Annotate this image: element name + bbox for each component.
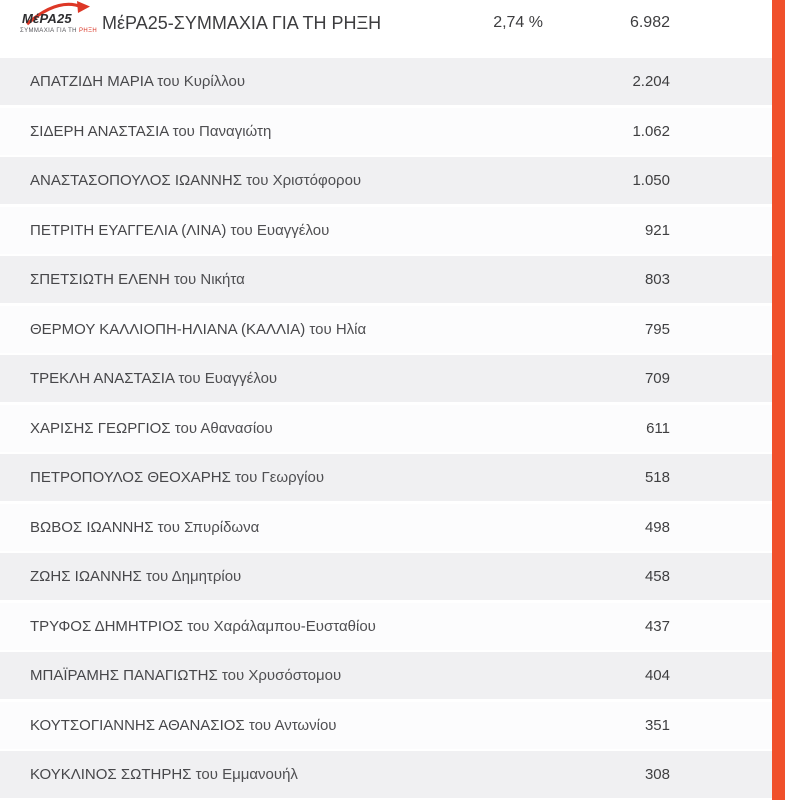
candidate-patronymic: του Παναγιώτη [172, 122, 272, 140]
candidate-fullname [30, 172, 361, 189]
candidate-fullname [30, 667, 341, 684]
candidate-votes: 921 [644, 221, 670, 239]
candidate-votes: 2.204 [632, 73, 670, 90]
candidate-name: ΒΩΒΟΣ ΙΩΑΝΝΗΣ [30, 518, 154, 536]
candidate-fullname [30, 321, 366, 338]
candidate-row [0, 58, 772, 105]
candidate-votes: 709 [644, 370, 670, 387]
candidate-patronymic: του Νικήτα [173, 271, 245, 288]
candidate-patronymic: του Χριστόφορου [246, 172, 362, 189]
candidate-votes: 404 [644, 667, 670, 684]
candidate-fullname [30, 469, 324, 486]
party-name: ΜέΡΑ25-ΣΥΜΜΑΧΙΑ ΓΙΑ ΤΗ ΡΗΞΗ [102, 12, 382, 33]
candidate-fullname [30, 568, 241, 585]
party-votes: 6.982 [629, 14, 670, 31]
candidate-patronymic: του Χρυσόστομου [221, 667, 342, 684]
candidate-name: ΠΕΤΡΙΤΗ ΕΥΑΓΓΕΛΙΑ (ΛΙΝΑ) [30, 221, 227, 239]
candidate-name: ΑΝΑΣΤΑΣΟΠΟΥΛΟΣ ΙΩΑΝΝΗΣ [30, 172, 242, 189]
candidate-name: ΖΩΗΣ ΙΩΑΝΝΗΣ [30, 568, 142, 585]
candidate-row [0, 355, 772, 402]
candidate-name: ΣΠΕΤΣΙΩΤΗ ΕΛΕΝΗ [30, 271, 170, 288]
party-percentage: 2,74 % [493, 14, 543, 31]
candidate-patronymic: του Δημητρίου [145, 568, 242, 585]
candidate-fullname [30, 766, 298, 783]
candidate-votes: 498 [644, 518, 670, 536]
candidate-patronymic: του Αντωνίου [248, 716, 337, 734]
candidate-name: ΚΟΥΚΛΙΝΟΣ ΣΩΤΗΡΗΣ [30, 766, 192, 783]
candidate-row [0, 207, 772, 254]
candidate-patronymic: του Χαράλαμπου-Ευσταθίου [187, 617, 376, 635]
candidate-fullname [30, 222, 329, 239]
candidate-votes: 1.050 [632, 172, 670, 189]
candidate-votes: 795 [644, 320, 670, 338]
candidate-name: ΣΙΔΕΡΗ ΑΝΑΣΤΑΣΙΑ [30, 122, 169, 140]
candidate-name: ΤΡΕΚΛΗ ΑΝΑΣΤΑΣΙΑ [30, 370, 175, 387]
candidate-fullname [30, 717, 337, 734]
candidate-row [0, 751, 772, 798]
logo-tagline [20, 28, 97, 34]
candidate-name: ΚΟΥΤΣΟΓΙΑΝΝΗΣ ΑΘΑΝΑΣΙΟΣ [30, 716, 245, 734]
candidate-patronymic: του Σπυρίδωνα [157, 518, 260, 536]
candidate-row [0, 108, 772, 155]
logo-tagline-main: ΣΥΜΜΑΧΙΑ ΓΙΑ ΤΗ [20, 28, 77, 34]
candidate-row [0, 306, 772, 353]
candidate-patronymic: του Γεωργίου [235, 469, 325, 486]
candidate-row [0, 454, 772, 501]
logo-brand-text: ΜέΡΑ25 [22, 11, 72, 26]
candidate-name: ΤΡΥΦΟΣ ΔΗΜΗΤΡΙΟΣ [30, 617, 184, 635]
candidate-patronymic: του Ευαγγέλου [178, 370, 278, 387]
candidate-fullname [30, 271, 245, 288]
candidate-row [0, 405, 772, 452]
candidate-votes: 308 [644, 766, 670, 783]
candidate-votes: 1.062 [632, 122, 670, 140]
candidate-row [0, 652, 772, 699]
candidate-row [0, 504, 772, 551]
party-logo [18, 2, 100, 44]
candidate-row [0, 702, 772, 749]
candidate-patronymic: του Εμμανουήλ [195, 766, 298, 783]
candidate-row [0, 256, 772, 303]
candidate-fullname [30, 73, 245, 90]
logo-tagline-accent: ΡΗΞΗ [79, 28, 98, 34]
candidate-votes: 518 [644, 469, 670, 486]
candidate-list [0, 58, 785, 798]
scrollbar-thumb[interactable] [772, 0, 785, 800]
candidate-votes: 437 [644, 617, 670, 635]
candidate-row [0, 603, 772, 650]
candidate-name: ΘΕΡΜΟΥ ΚΑΛΛΙΟΠΗ-ΗΛΙΑΝΑ (ΚΑΛΛΙΑ) [30, 320, 306, 338]
candidate-name: ΜΠΑΪΡΑΜΗΣ ΠΑΝΑΓΙΩΤΗΣ [30, 667, 218, 684]
candidate-row [0, 157, 772, 204]
candidate-votes: 458 [644, 568, 670, 585]
candidate-name: ΠΕΤΡΟΠΟΥΛΟΣ ΘΕΟΧΑΡΗΣ [30, 469, 231, 486]
candidate-votes: 611 [646, 419, 670, 437]
candidate-patronymic: του Αθανασίου [174, 419, 273, 437]
candidate-votes: 803 [644, 271, 670, 288]
candidate-fullname [30, 618, 376, 635]
candidate-name: ΑΠΑΤΖΙΔΗ ΜΑΡΙΑ [30, 73, 154, 90]
candidate-row [0, 553, 772, 600]
candidate-votes: 351 [644, 716, 670, 734]
candidate-fullname [30, 370, 277, 387]
candidate-fullname [30, 123, 271, 140]
candidate-name: ΧΑΡΙΣΗΣ ΓΕΩΡΓΙΟΣ [30, 419, 171, 437]
candidate-patronymic: του Ηλία [309, 320, 367, 338]
candidate-patronymic: του Κυρίλλου [157, 73, 246, 90]
candidate-fullname [30, 420, 273, 437]
party-row[interactable] [0, 0, 785, 46]
candidate-fullname [30, 519, 259, 536]
candidate-patronymic: του Ευαγγέλου [230, 221, 330, 239]
